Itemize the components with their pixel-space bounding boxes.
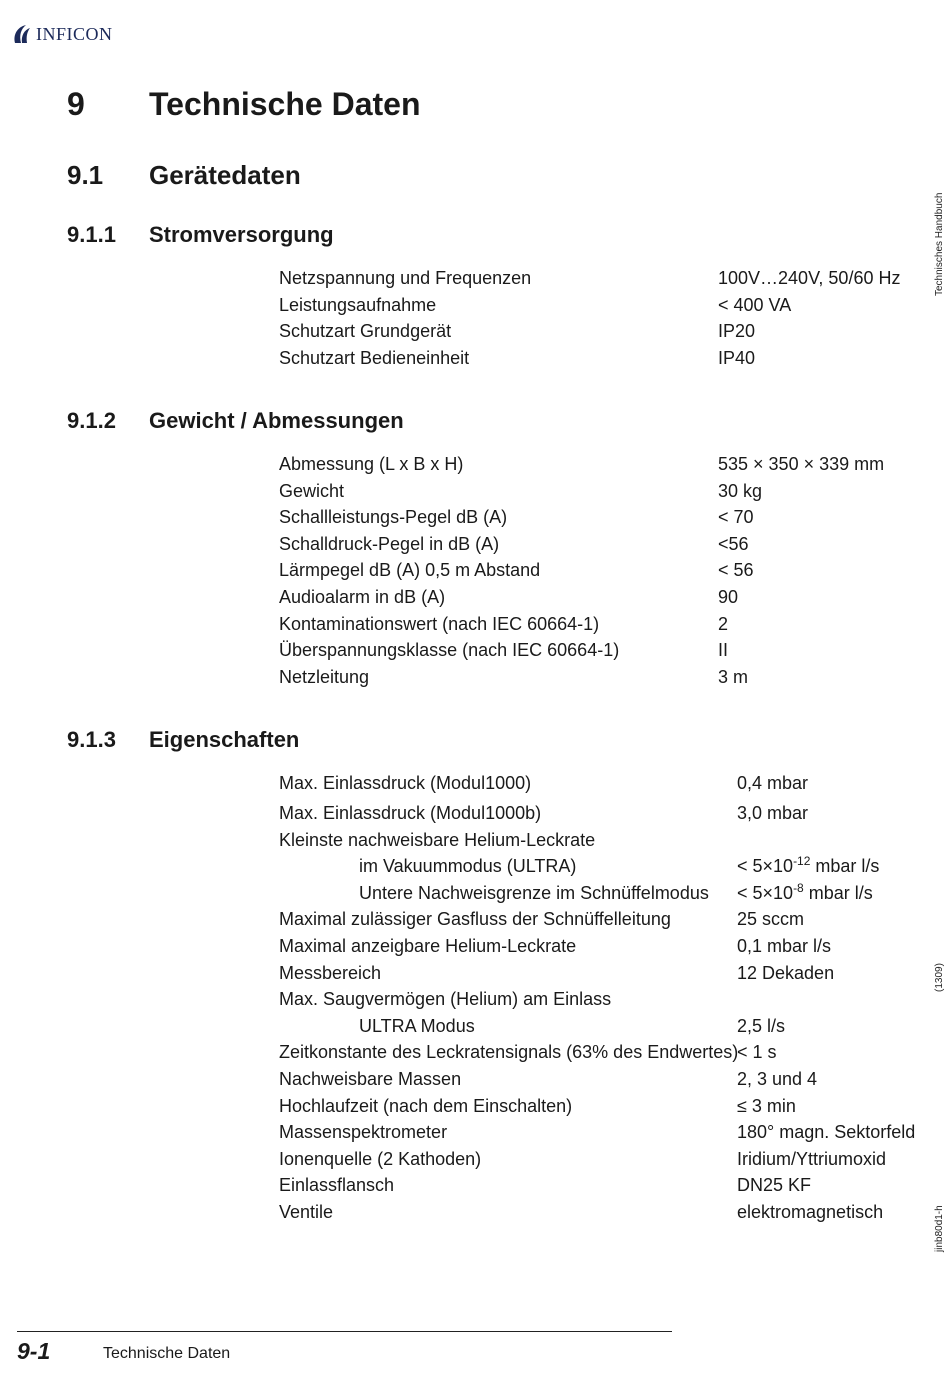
logo-text: INFICON bbox=[36, 23, 113, 44]
value-exponent: -12 bbox=[793, 854, 811, 869]
spec-label: Massenspektrometer bbox=[279, 1122, 448, 1143]
spec-value bbox=[737, 880, 873, 904]
spec-value: 100V…240V, 50/60 Hz bbox=[718, 268, 901, 288]
footer-title: Technische Daten bbox=[103, 1345, 231, 1362]
spec-value: <56 bbox=[718, 533, 749, 554]
spec-value: 0,4 mbar bbox=[737, 773, 809, 793]
spec-value: IP20 bbox=[718, 321, 756, 342]
spec-label: Audioalarm in dB (A) bbox=[279, 586, 446, 607]
spec-label: Zeitkonstante des Leckratensignals (63% des Endwertes) bbox=[279, 1042, 739, 1063]
spec-value: elektromagnetisch bbox=[737, 1201, 884, 1222]
chapter-number: 9 bbox=[67, 86, 85, 122]
value-mantissa: < 5×10 bbox=[737, 856, 794, 877]
spec-label: Überspannungsklasse (nach IEC 60664-1) bbox=[279, 640, 620, 661]
spec-value: < 56 bbox=[718, 560, 754, 581]
spec-label: Netzspannung und Frequenzen bbox=[279, 268, 532, 288]
spec-label: Max. Einlassdruck (Modul1000b) bbox=[279, 803, 542, 823]
spec-label: Maximal zulässiger Gasfluss der Schnüffelleitung bbox=[279, 909, 671, 930]
subsection-title: Gewicht / Abmessungen bbox=[149, 408, 404, 433]
inficon-logo-icon bbox=[12, 23, 34, 45]
spec-value: Iridium/Yttriumoxid bbox=[737, 1148, 887, 1169]
subsection-number: 9.1.3 bbox=[67, 727, 116, 752]
spec-value: 180° magn. Sektorfeld bbox=[737, 1122, 916, 1143]
spec-value: < 1 s bbox=[737, 1042, 777, 1063]
subsection-title: Stromversorgung bbox=[149, 222, 334, 247]
spec-value: IP40 bbox=[718, 347, 756, 368]
spec-label: Max. Saugvermögen (Helium) am Einlass bbox=[279, 989, 612, 1010]
spec-label: Untere Nachweisgrenze im Schnüffelmodus bbox=[359, 882, 709, 903]
spec-value: 30 kg bbox=[718, 480, 763, 501]
spec-value: 3 m bbox=[718, 666, 749, 687]
spec-label: Schutzart Grundgerät bbox=[279, 321, 452, 342]
spec-label: Lärmpegel dB (A) 0,5 m Abstand bbox=[279, 560, 541, 581]
spec-label: Kleinste nachweisbare Helium-Leckrate bbox=[279, 829, 596, 850]
spec-value: 25 sccm bbox=[737, 909, 805, 930]
spec-label: Ionenquelle (2 Kathoden) bbox=[279, 1148, 482, 1169]
footer-divider bbox=[17, 1331, 672, 1332]
subsection-number: 9.1.1 bbox=[67, 222, 116, 247]
spec-label: Schalldruck-Pegel in dB (A) bbox=[279, 533, 500, 554]
spec-value: DN25 KF bbox=[737, 1175, 812, 1196]
side-date-code: (1309) bbox=[934, 963, 945, 992]
spec-value: < 400 VA bbox=[718, 294, 792, 315]
spec-value: 535 × 350 × 339 mm bbox=[718, 454, 885, 474]
spec-value: 90 bbox=[718, 586, 739, 607]
chapter-title: Technische Daten bbox=[149, 86, 421, 122]
spec-label: im Vakuummodus (ULTRA) bbox=[359, 856, 577, 877]
spec-label: Gewicht bbox=[279, 480, 345, 501]
spec-value: < 70 bbox=[718, 507, 754, 528]
value-unit: mbar l/s bbox=[810, 856, 880, 877]
spec-label: Schutzart Bedieneinheit bbox=[279, 347, 470, 368]
spec-label: Ventile bbox=[279, 1201, 334, 1222]
spec-label: Einlassflansch bbox=[279, 1175, 395, 1196]
spec-label: Max. Einlassdruck (Modul1000) bbox=[279, 773, 532, 793]
page-number: 9-1 bbox=[17, 1338, 51, 1364]
spec-label: Messbereich bbox=[279, 962, 382, 983]
spec-label: Schallleistungs-Pegel dB (A) bbox=[279, 507, 508, 528]
spec-label: Abmessung (L x B x H) bbox=[279, 454, 464, 474]
side-doc-code: jinb80d1-h bbox=[934, 1205, 945, 1252]
spec-value: 0,1 mbar l/s bbox=[737, 935, 832, 956]
section-title: Gerätedaten bbox=[149, 160, 301, 190]
spec-value: 3,0 mbar bbox=[737, 803, 809, 823]
spec-value: 2, 3 und 4 bbox=[737, 1068, 818, 1089]
spec-value: 2 bbox=[718, 613, 729, 634]
spec-label: ULTRA Modus bbox=[359, 1015, 475, 1036]
spec-label: Kontaminationswert (nach IEC 60664-1) bbox=[279, 613, 600, 634]
spec-label: Maximal anzeigbare Helium-Leckrate bbox=[279, 935, 577, 956]
spec-label: Leistungsaufnahme bbox=[279, 294, 437, 315]
inficon-logo bbox=[12, 22, 113, 46]
spec-label: Nachweisbare Massen bbox=[279, 1068, 462, 1089]
spec-value: ≤ 3 min bbox=[737, 1095, 796, 1116]
spec-label: Netzleitung bbox=[279, 666, 370, 687]
value-unit: mbar l/s bbox=[803, 882, 873, 903]
side-handbook-label: Technisches Handbuch bbox=[934, 192, 945, 296]
spec-value bbox=[737, 856, 879, 877]
spec-value: 2,5 l/s bbox=[737, 1015, 786, 1036]
spec-label: Hochlaufzeit (nach dem Einschalten) bbox=[279, 1095, 573, 1116]
section-number: 9.1 bbox=[67, 160, 104, 190]
spec-value: 12 Dekaden bbox=[737, 962, 835, 983]
value-mantissa: < 5×10 bbox=[737, 882, 794, 903]
subsection-title: Eigenschaften bbox=[149, 727, 300, 752]
value-exponent: -8 bbox=[793, 880, 804, 895]
subsection-number: 9.1.2 bbox=[67, 408, 116, 433]
spec-value: II bbox=[718, 640, 729, 661]
